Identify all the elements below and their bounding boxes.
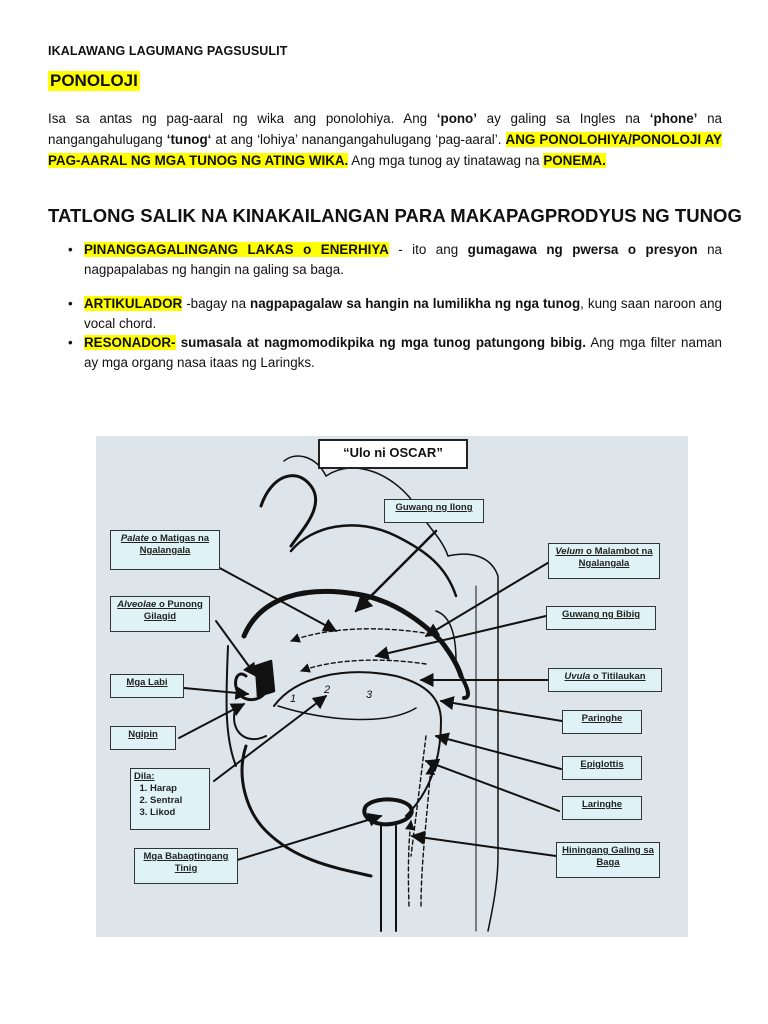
factor-text: Ang mga filter naman ay mga organg nasa itaas ng Laringks. xyxy=(84,335,722,370)
label-term: Palate xyxy=(120,533,149,544)
intro-text: at ang ‘lohiya’ nanangangahulugang ‘pag-aaral’. xyxy=(211,132,506,147)
label-text: Guwang ng Bibig xyxy=(561,609,641,620)
diagram-title: “Ulo ni OSCAR” xyxy=(318,439,468,469)
factor-bold: gumagawa ng pwersa o presyon xyxy=(467,242,698,257)
label-velum xyxy=(548,543,660,579)
bullet-icon: • xyxy=(68,242,73,257)
page-title: PONOLOJI xyxy=(50,71,138,90)
factor-term: RESONADOR- xyxy=(84,335,176,350)
label-paringhe xyxy=(562,710,642,734)
factor-bold: sumasala at nagmomodikpika ng mga tunog patungong bibig. xyxy=(175,335,586,350)
label-text: Epiglottis xyxy=(580,759,624,770)
factor-text: - ito ang xyxy=(388,242,468,257)
label-text: Paringhe xyxy=(581,713,623,724)
list-item: 2. Sentral xyxy=(150,795,206,807)
label-guwang-ng-ilong xyxy=(384,499,484,523)
dila-list xyxy=(134,783,206,819)
list-item xyxy=(48,333,722,372)
definition-highlight: ANG PONOLOHIYA/PONOLOJI AY PAG-AARAL NG MGA TUNOG NG ATING WIKA. xyxy=(48,132,722,168)
dila-title: Dila: xyxy=(134,771,155,782)
list-item xyxy=(48,294,722,333)
label-alveolae xyxy=(110,596,210,632)
label-term: Velum xyxy=(555,546,584,557)
label-text: o Titilaukan xyxy=(590,671,646,682)
intro-text: ay galing sa Ingles na xyxy=(476,111,650,126)
intro-text: na nangangahulugang xyxy=(48,111,722,147)
term-pono: ‘pono’ xyxy=(436,111,477,126)
label-term: Uvula xyxy=(564,671,591,682)
label-text: Mga Babagtingang Tinig xyxy=(143,851,229,874)
factor-term: PINANGGAGALINGANG LAKAS o ENERHIYA xyxy=(84,242,389,257)
intro-text: Ang mga tunog ay tinatawag na xyxy=(348,153,544,168)
label-palate xyxy=(110,530,220,570)
list-item xyxy=(48,240,722,279)
factor-text: na nagpapalabas ng hangin na galing sa baga. xyxy=(84,242,722,277)
tongue-number-3: 3 xyxy=(366,689,373,701)
exam-kicker: IKALAWANG LAGUMANG PAGSUSULIT xyxy=(48,44,288,58)
label-uvula xyxy=(548,668,662,692)
label-term: Alveolae xyxy=(117,599,157,610)
label-text: o Malambot na Ngalangala xyxy=(578,546,653,569)
intro-text: Isa sa antas ng pag-aaral ng wika ang ponolohiya. Ang xyxy=(48,111,437,126)
label-babagtingang-tinig xyxy=(134,848,238,884)
label-hininga xyxy=(556,842,660,878)
factor-term: ARTIKULADOR xyxy=(84,296,183,311)
label-text: Ngipin xyxy=(128,729,158,740)
factor-text: , kung saan naroon ang vocal chord. xyxy=(84,296,723,331)
list-item: 3. Likod xyxy=(150,807,206,819)
factors-list xyxy=(48,240,722,372)
label-text: Mga Labi xyxy=(126,677,168,688)
oscar-head-diagram xyxy=(96,436,688,937)
label-text: o Matigas na Ngalangala xyxy=(139,533,210,556)
label-text: Guwang ng Ilong xyxy=(395,502,473,513)
list-item: 1. Harap xyxy=(150,783,206,795)
factor-text: -bagay na xyxy=(182,296,251,311)
label-epiglottis xyxy=(562,756,642,780)
bullet-icon: • xyxy=(68,335,73,350)
label-laringhe xyxy=(562,796,642,820)
tongue-number-1: 1 xyxy=(290,693,297,705)
label-ngipin xyxy=(110,726,176,750)
bullet-icon: • xyxy=(68,296,73,311)
label-mga-labi xyxy=(110,674,184,698)
label-text: Hiningang Galing sa Baga xyxy=(562,845,654,868)
term-phone: ‘phone’ xyxy=(649,111,698,126)
label-dila xyxy=(130,768,210,830)
tongue-number-2: 2 xyxy=(324,684,331,696)
term-tunog: ‘tunog‘ xyxy=(166,132,212,147)
intro-paragraph xyxy=(48,108,722,171)
ponema-highlight: PONEMA. xyxy=(543,153,606,168)
factor-bold: nagpapagalaw sa hangin na lumilikha ng nga tunog xyxy=(250,296,581,311)
section-heading: TATLONG SALIK NA KINAKAILANGAN PARA MAKAPAGPRODYUS NG TUNOG xyxy=(48,205,742,226)
label-text: o Punong Gilagid xyxy=(143,599,203,622)
label-guwang-ng-bibig xyxy=(546,606,656,630)
list-gap xyxy=(48,279,722,294)
label-text: Laringhe xyxy=(581,799,623,810)
